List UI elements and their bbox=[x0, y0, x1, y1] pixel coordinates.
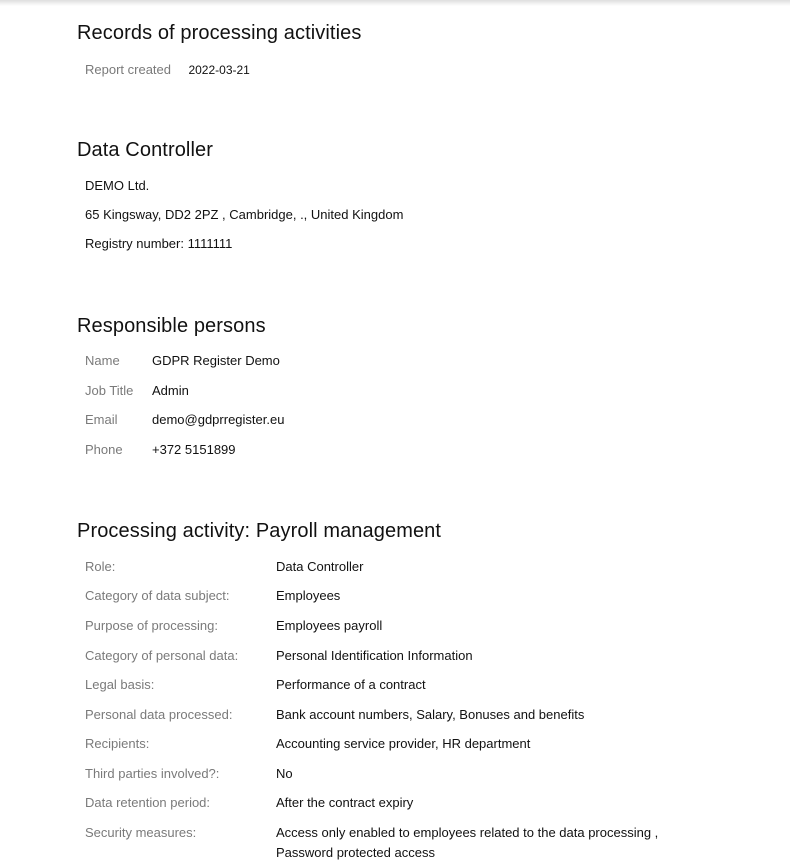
activity-value: Bank account numbers, Salary, Bonuses and benefits bbox=[276, 707, 585, 722]
activity-label: Role: bbox=[85, 559, 116, 574]
responsible-value: +372 5151899 bbox=[152, 442, 236, 457]
activity-label: Category of personal data: bbox=[85, 648, 239, 663]
activity-row-security bbox=[85, 825, 658, 861]
report-created-row bbox=[85, 62, 250, 78]
activity-label: Recipients: bbox=[85, 736, 150, 751]
responsible-value: demo@gdprregister.eu bbox=[152, 412, 285, 427]
activity-row-role bbox=[85, 559, 363, 575]
top-shadow bbox=[0, 0, 790, 6]
responsible-label: Email bbox=[85, 412, 118, 427]
activity-row-recipients bbox=[85, 736, 530, 752]
activity-row-third-parties bbox=[85, 766, 293, 782]
activity-value: Personal Identification Information bbox=[276, 648, 473, 663]
activity-value: After the contract expiry bbox=[276, 795, 414, 810]
responsible-row-job-title bbox=[85, 383, 189, 399]
responsible-value: GDPR Register Demo bbox=[152, 353, 280, 368]
controller-registry: Registry number: 1111111 bbox=[85, 236, 233, 251]
responsible-value: Admin bbox=[152, 383, 189, 398]
activity-value: Employees payroll bbox=[276, 618, 383, 633]
responsible-row-email bbox=[85, 412, 284, 428]
data-controller-title: Data Controller bbox=[77, 139, 214, 161]
activity-label: Third parties involved?: bbox=[85, 766, 220, 781]
activity-row-personal-data-category bbox=[85, 648, 473, 664]
activity-label: Personal data processed: bbox=[85, 707, 233, 722]
responsible-label: Phone bbox=[85, 442, 123, 457]
controller-address: 65 Kingsway, DD2 2PZ , Cambridge, ., United Kingdom bbox=[85, 207, 404, 222]
activity-value: Performance of a contract bbox=[276, 677, 426, 692]
activity-row-personal-data-processed bbox=[85, 707, 584, 723]
responsible-row-phone bbox=[85, 442, 236, 458]
activity-row-legal-basis bbox=[85, 677, 426, 693]
activity-value: Employees bbox=[276, 588, 341, 603]
activity-label: Security measures: bbox=[85, 825, 197, 840]
activity-value: Data Controller bbox=[276, 559, 364, 574]
report-created-value: 2022-03-21 bbox=[188, 63, 250, 77]
activity-value: Access only enabled to employees related to the data processing , bbox=[276, 825, 659, 840]
report-created-label: Report created bbox=[85, 62, 171, 77]
controller-name: DEMO Ltd. bbox=[85, 178, 150, 193]
activity-value: No bbox=[276, 766, 293, 781]
processing-activity-title: Processing activity: Payroll management bbox=[77, 520, 442, 542]
activity-value-line2: Password protected access bbox=[276, 845, 435, 860]
activity-label: Legal basis: bbox=[85, 677, 155, 692]
report-title: Records of processing activities bbox=[77, 22, 362, 44]
responsible-label: Name bbox=[85, 353, 120, 368]
activity-row-retention bbox=[85, 795, 413, 811]
responsible-persons-title: Responsible persons bbox=[77, 315, 266, 337]
activity-label: Data retention period: bbox=[85, 795, 211, 810]
activity-label: Category of data subject: bbox=[85, 588, 230, 603]
activity-value: Accounting service provider, HR department bbox=[276, 736, 531, 751]
activity-label: Purpose of processing: bbox=[85, 618, 218, 633]
responsible-label: Job Title bbox=[85, 383, 134, 398]
responsible-row-name bbox=[85, 353, 280, 369]
activity-row-purpose bbox=[85, 618, 382, 634]
activity-row-data-subject bbox=[85, 588, 340, 604]
